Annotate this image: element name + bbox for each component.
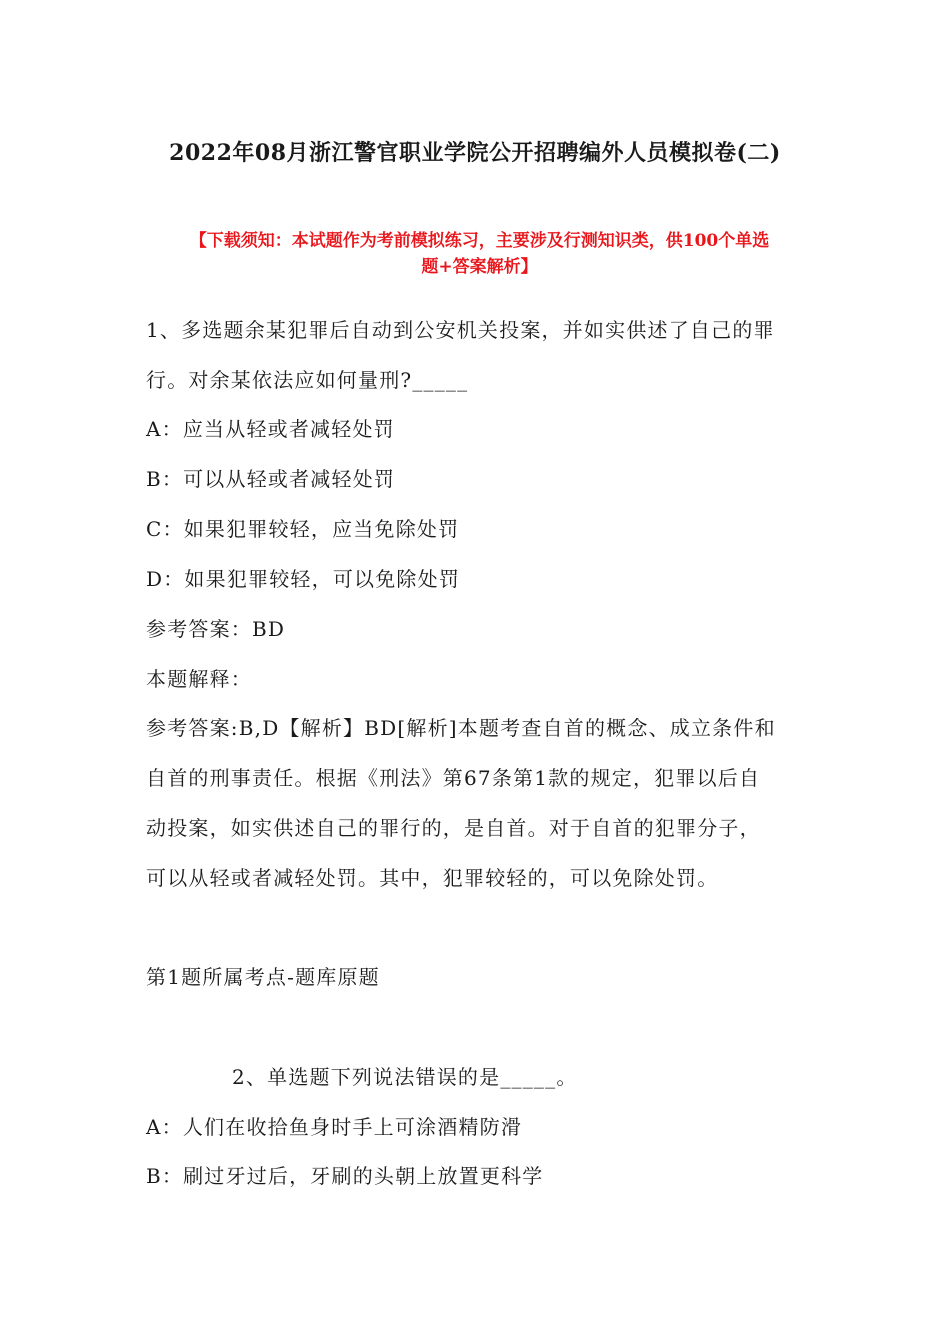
q1-option-a: A：应当从轻或者减轻处罚: [146, 417, 395, 441]
q2-option-a: A：人们在收拾鱼身时手上可涂酒精防滑: [146, 1115, 523, 1139]
document-title: 2022年08月浙江警官职业学院公开招聘编外人员模拟卷(二): [169, 140, 781, 166]
q2-option-b: B：刷过牙过后，牙刷的头朝上放置更科学: [146, 1164, 544, 1188]
q1-knowledge-point: 第1题所属考点-题库原题: [146, 965, 380, 989]
q1-answer: 参考答案：BD: [146, 617, 286, 641]
q1-option-b: B：可以从轻或者减轻处罚: [146, 467, 396, 491]
q1-explanation-line-1: 参考答案:B,D【解析】BD[解析]本题考查自首的概念、成立条件和: [146, 716, 776, 740]
q1-explanation-label: 本题解释：: [146, 667, 252, 691]
q1-explanation-line-2: 自首的刑事责任。根据《刑法》第67条第1款的规定，犯罪以后自: [146, 766, 761, 790]
q2-stem: 2、单选题下列说法错误的是_____。: [232, 1065, 578, 1089]
download-notice: [152, 228, 807, 280]
q1-stem-line-2: 行。对余某依法应如何量刑?_____: [146, 368, 469, 392]
q1-stem-line-1: 1、多选题余某犯罪后自动到公安机关投案，并如实供述了自己的罪: [146, 318, 775, 342]
q1-option-c: C：如果犯罪较轻，应当免除处罚: [146, 517, 460, 541]
notice-line-2: 题+答案解析】: [421, 257, 538, 277]
q1-explanation-line-3: 动投案，如实供述自己的罪行的，是自首。对于自首的犯罪分子，: [146, 816, 761, 840]
notice-line-1: 【下载须知：本试题作为考前模拟练习，主要涉及行测知识类，供100个单选: [189, 231, 770, 251]
q1-explanation-line-4: 可以从轻或者减轻处罚。其中，犯罪较轻的，可以免除处罚。: [146, 866, 719, 890]
q1-option-d: D：如果犯罪较轻，可以免除处罚: [146, 567, 461, 591]
